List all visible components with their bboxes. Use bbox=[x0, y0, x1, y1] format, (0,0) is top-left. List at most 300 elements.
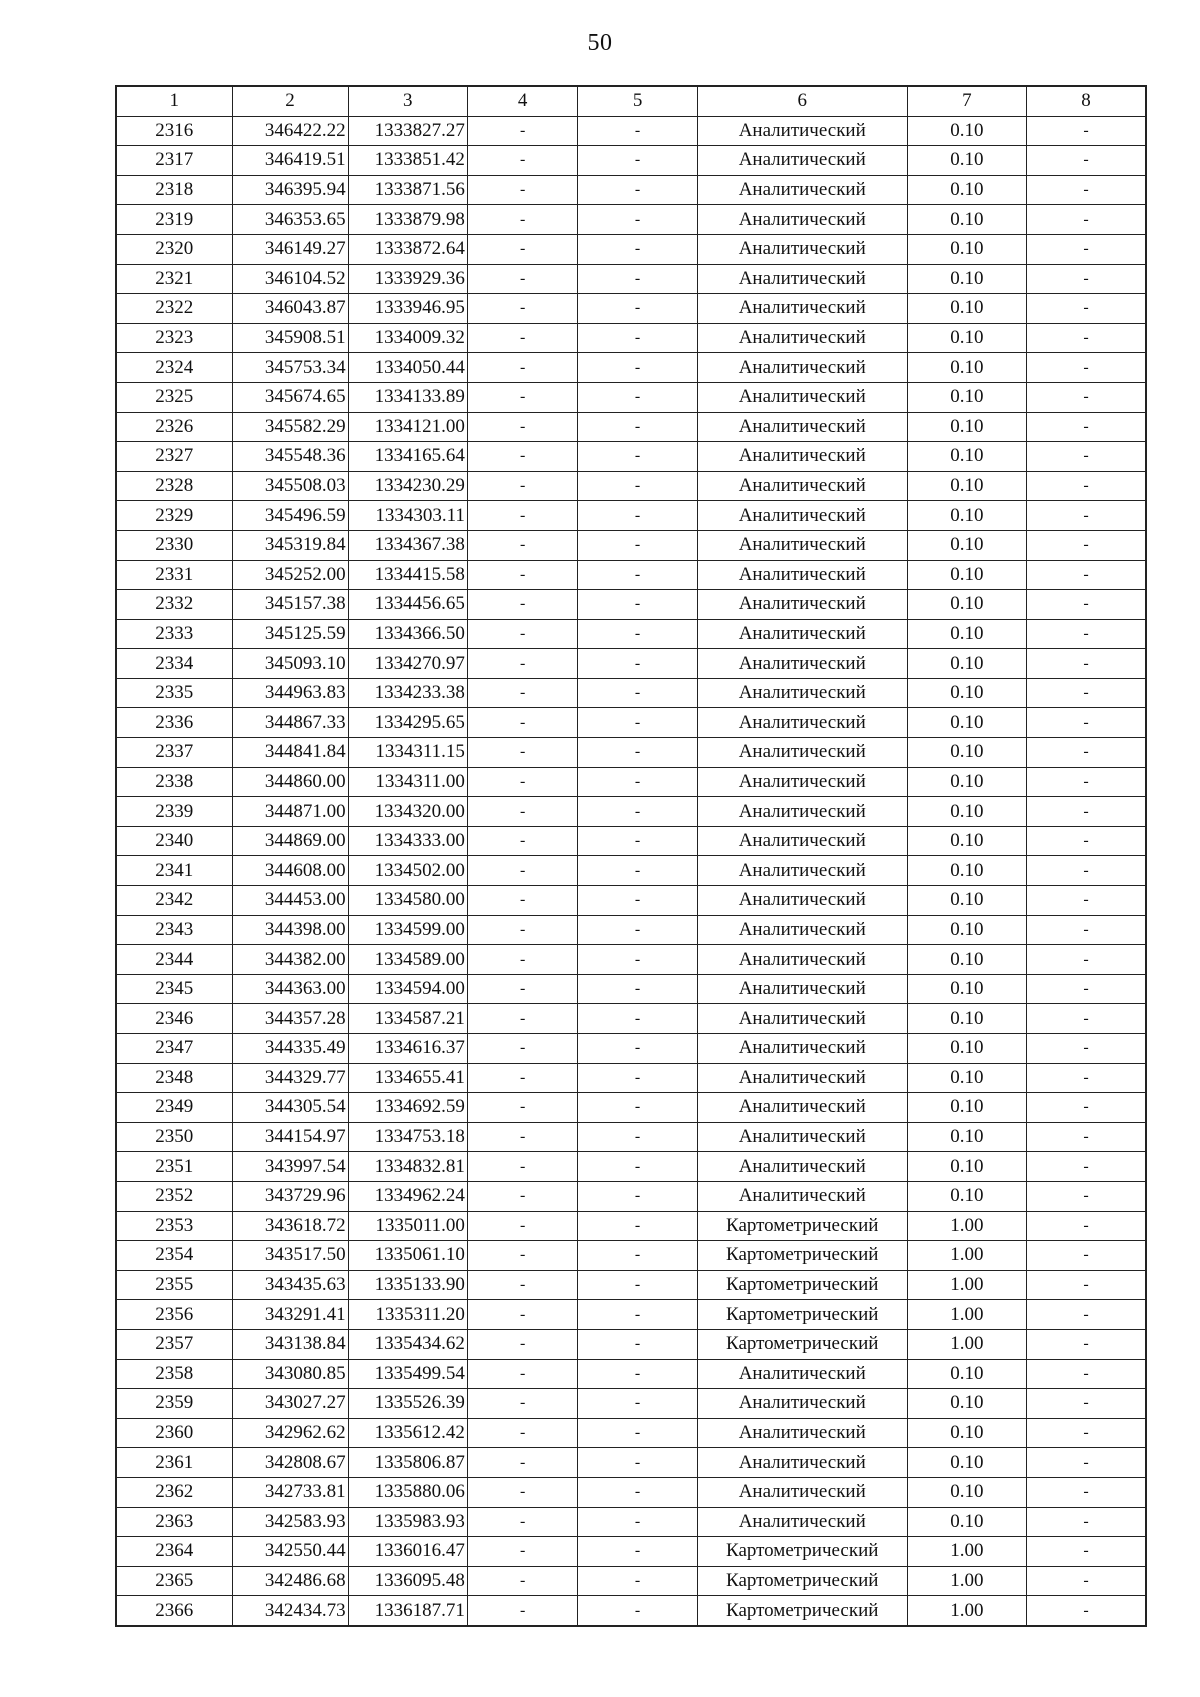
y-coordinate-cell: 1334295.65 bbox=[348, 708, 467, 738]
y-coordinate-cell: 1335061.10 bbox=[348, 1241, 467, 1271]
column-header: 4 bbox=[467, 86, 578, 116]
x-coordinate-cell: 345508.03 bbox=[232, 471, 348, 501]
y-coordinate-cell: 1333851.42 bbox=[348, 146, 467, 176]
column-8-cell: - bbox=[1027, 1152, 1146, 1182]
column-8-cell: - bbox=[1027, 678, 1146, 708]
y-coordinate-cell: 1334580.00 bbox=[348, 886, 467, 916]
y-coordinate-cell: 1334133.89 bbox=[348, 382, 467, 412]
method-cell: Аналитический bbox=[697, 442, 907, 472]
method-cell: Аналитический bbox=[697, 353, 907, 383]
accuracy-cell: 0.10 bbox=[907, 619, 1026, 649]
table-row bbox=[116, 264, 1146, 294]
column-8-cell: - bbox=[1027, 1034, 1146, 1064]
table-row bbox=[116, 353, 1146, 383]
x-coordinate-cell: 346353.65 bbox=[232, 205, 348, 235]
column-4-cell: - bbox=[467, 116, 578, 146]
page-number: 50 bbox=[587, 30, 613, 56]
y-coordinate-cell: 1334050.44 bbox=[348, 353, 467, 383]
y-coordinate-cell: 1335526.39 bbox=[348, 1389, 467, 1419]
point-number-cell: 2361 bbox=[116, 1448, 232, 1478]
x-coordinate-cell: 342808.67 bbox=[232, 1448, 348, 1478]
column-4-cell: - bbox=[467, 471, 578, 501]
x-coordinate-cell: 346422.22 bbox=[232, 116, 348, 146]
y-coordinate-cell: 1334311.15 bbox=[348, 738, 467, 768]
point-number-cell: 2350 bbox=[116, 1122, 232, 1152]
column-8-cell: - bbox=[1027, 945, 1146, 975]
column-4-cell: - bbox=[467, 1389, 578, 1419]
x-coordinate-cell: 343027.27 bbox=[232, 1389, 348, 1419]
accuracy-cell: 0.10 bbox=[907, 471, 1026, 501]
column-5-cell: - bbox=[578, 1122, 697, 1152]
column-5-cell: - bbox=[578, 619, 697, 649]
point-number-cell: 2365 bbox=[116, 1566, 232, 1596]
method-cell: Картометрический bbox=[697, 1537, 907, 1567]
x-coordinate-cell: 342962.62 bbox=[232, 1418, 348, 1448]
column-4-cell: - bbox=[467, 826, 578, 856]
x-coordinate-cell: 344871.00 bbox=[232, 797, 348, 827]
y-coordinate-cell: 1334599.00 bbox=[348, 915, 467, 945]
y-coordinate-cell: 1333946.95 bbox=[348, 294, 467, 324]
column-4-cell: - bbox=[467, 1152, 578, 1182]
accuracy-cell: 0.10 bbox=[907, 294, 1026, 324]
method-cell: Аналитический bbox=[697, 1181, 907, 1211]
column-4-cell: - bbox=[467, 353, 578, 383]
column-5-cell: - bbox=[578, 1477, 697, 1507]
method-cell: Аналитический bbox=[697, 1152, 907, 1182]
y-coordinate-cell: 1335983.93 bbox=[348, 1507, 467, 1537]
column-4-cell: - bbox=[467, 678, 578, 708]
column-5-cell: - bbox=[578, 678, 697, 708]
column-5-cell: - bbox=[578, 590, 697, 620]
accuracy-cell: 0.10 bbox=[907, 945, 1026, 975]
column-5-cell: - bbox=[578, 1181, 697, 1211]
method-cell: Аналитический bbox=[697, 886, 907, 916]
accuracy-cell: 0.10 bbox=[907, 353, 1026, 383]
y-coordinate-cell: 1333879.98 bbox=[348, 205, 467, 235]
y-coordinate-cell: 1333872.64 bbox=[348, 234, 467, 264]
accuracy-cell: 0.10 bbox=[907, 1063, 1026, 1093]
column-8-cell: - bbox=[1027, 619, 1146, 649]
point-number-cell: 2349 bbox=[116, 1093, 232, 1123]
y-coordinate-cell: 1334333.00 bbox=[348, 826, 467, 856]
accuracy-cell: 0.10 bbox=[907, 1034, 1026, 1064]
method-cell: Аналитический bbox=[697, 1477, 907, 1507]
accuracy-cell: 0.10 bbox=[907, 234, 1026, 264]
accuracy-cell: 0.10 bbox=[907, 974, 1026, 1004]
point-number-cell: 2356 bbox=[116, 1300, 232, 1330]
point-number-cell: 2342 bbox=[116, 886, 232, 916]
column-8-cell: - bbox=[1027, 1507, 1146, 1537]
x-coordinate-cell: 344357.28 bbox=[232, 1004, 348, 1034]
y-coordinate-cell: 1335011.00 bbox=[348, 1211, 467, 1241]
table-row bbox=[116, 1477, 1146, 1507]
table-row bbox=[116, 1329, 1146, 1359]
table-row bbox=[116, 1566, 1146, 1596]
accuracy-cell: 0.10 bbox=[907, 649, 1026, 679]
accuracy-cell: 1.00 bbox=[907, 1211, 1026, 1241]
column-5-cell: - bbox=[578, 412, 697, 442]
method-cell: Аналитический bbox=[697, 264, 907, 294]
column-5-cell: - bbox=[578, 1300, 697, 1330]
method-cell: Аналитический bbox=[697, 471, 907, 501]
column-4-cell: - bbox=[467, 530, 578, 560]
point-number-cell: 2366 bbox=[116, 1596, 232, 1626]
table-row bbox=[116, 323, 1146, 353]
column-4-cell: - bbox=[467, 619, 578, 649]
column-4-cell: - bbox=[467, 1448, 578, 1478]
column-8-cell: - bbox=[1027, 560, 1146, 590]
column-5-cell: - bbox=[578, 353, 697, 383]
column-header: 8 bbox=[1027, 86, 1146, 116]
method-cell: Аналитический bbox=[697, 974, 907, 1004]
point-number-cell: 2335 bbox=[116, 678, 232, 708]
column-8-cell: - bbox=[1027, 1566, 1146, 1596]
column-8-cell: - bbox=[1027, 205, 1146, 235]
column-5-cell: - bbox=[578, 974, 697, 1004]
y-coordinate-cell: 1336095.48 bbox=[348, 1566, 467, 1596]
column-5-cell: - bbox=[578, 560, 697, 590]
column-4-cell: - bbox=[467, 442, 578, 472]
table-row bbox=[116, 1359, 1146, 1389]
accuracy-cell: 0.10 bbox=[907, 175, 1026, 205]
x-coordinate-cell: 343435.63 bbox=[232, 1270, 348, 1300]
x-coordinate-cell: 342733.81 bbox=[232, 1477, 348, 1507]
method-cell: Аналитический bbox=[697, 501, 907, 531]
point-number-cell: 2321 bbox=[116, 264, 232, 294]
y-coordinate-cell: 1335880.06 bbox=[348, 1477, 467, 1507]
accuracy-cell: 1.00 bbox=[907, 1566, 1026, 1596]
x-coordinate-cell: 344453.00 bbox=[232, 886, 348, 916]
point-number-cell: 2332 bbox=[116, 590, 232, 620]
table-row bbox=[116, 678, 1146, 708]
table-row bbox=[116, 175, 1146, 205]
table-row bbox=[116, 915, 1146, 945]
accuracy-cell: 1.00 bbox=[907, 1537, 1026, 1567]
point-number-cell: 2336 bbox=[116, 708, 232, 738]
x-coordinate-cell: 345496.59 bbox=[232, 501, 348, 531]
column-8-cell: - bbox=[1027, 1418, 1146, 1448]
coordinates-table bbox=[115, 85, 1147, 1627]
column-5-cell: - bbox=[578, 323, 697, 353]
column-5-cell: - bbox=[578, 1389, 697, 1419]
table-row bbox=[116, 1093, 1146, 1123]
y-coordinate-cell: 1334230.29 bbox=[348, 471, 467, 501]
point-number-cell: 2331 bbox=[116, 560, 232, 590]
column-8-cell: - bbox=[1027, 826, 1146, 856]
table-row bbox=[116, 1507, 1146, 1537]
y-coordinate-cell: 1334415.58 bbox=[348, 560, 467, 590]
column-5-cell: - bbox=[578, 945, 697, 975]
column-4-cell: - bbox=[467, 1329, 578, 1359]
method-cell: Аналитический bbox=[697, 412, 907, 442]
table-row bbox=[116, 738, 1146, 768]
method-cell: Аналитический bbox=[697, 1418, 907, 1448]
x-coordinate-cell: 344154.97 bbox=[232, 1122, 348, 1152]
column-4-cell: - bbox=[467, 856, 578, 886]
x-coordinate-cell: 343997.54 bbox=[232, 1152, 348, 1182]
column-4-cell: - bbox=[467, 501, 578, 531]
column-4-cell: - bbox=[467, 767, 578, 797]
accuracy-cell: 0.10 bbox=[907, 1152, 1026, 1182]
y-coordinate-cell: 1334366.50 bbox=[348, 619, 467, 649]
accuracy-cell: 0.10 bbox=[907, 767, 1026, 797]
x-coordinate-cell: 346104.52 bbox=[232, 264, 348, 294]
method-cell: Аналитический bbox=[697, 826, 907, 856]
column-header: 6 bbox=[697, 86, 907, 116]
method-cell: Картометрический bbox=[697, 1300, 907, 1330]
column-5-cell: - bbox=[578, 1537, 697, 1567]
accuracy-cell: 0.10 bbox=[907, 1181, 1026, 1211]
table-row bbox=[116, 649, 1146, 679]
point-number-cell: 2325 bbox=[116, 382, 232, 412]
y-coordinate-cell: 1334311.00 bbox=[348, 767, 467, 797]
y-coordinate-cell: 1334270.97 bbox=[348, 649, 467, 679]
accuracy-cell: 0.10 bbox=[907, 678, 1026, 708]
column-4-cell: - bbox=[467, 708, 578, 738]
method-cell: Аналитический bbox=[697, 175, 907, 205]
point-number-cell: 2323 bbox=[116, 323, 232, 353]
accuracy-cell: 0.10 bbox=[907, 501, 1026, 531]
column-5-cell: - bbox=[578, 856, 697, 886]
accuracy-cell: 0.10 bbox=[907, 886, 1026, 916]
y-coordinate-cell: 1333827.27 bbox=[348, 116, 467, 146]
column-8-cell: - bbox=[1027, 264, 1146, 294]
point-number-cell: 2364 bbox=[116, 1537, 232, 1567]
accuracy-cell: 0.10 bbox=[907, 264, 1026, 294]
column-5-cell: - bbox=[578, 1034, 697, 1064]
column-header: 1 bbox=[116, 86, 232, 116]
column-4-cell: - bbox=[467, 1063, 578, 1093]
y-coordinate-cell: 1335806.87 bbox=[348, 1448, 467, 1478]
y-coordinate-cell: 1333929.36 bbox=[348, 264, 467, 294]
column-4-cell: - bbox=[467, 412, 578, 442]
point-number-cell: 2329 bbox=[116, 501, 232, 531]
x-coordinate-cell: 346419.51 bbox=[232, 146, 348, 176]
method-cell: Аналитический bbox=[697, 530, 907, 560]
table-body bbox=[116, 116, 1146, 1626]
y-coordinate-cell: 1334367.38 bbox=[348, 530, 467, 560]
column-4-cell: - bbox=[467, 1418, 578, 1448]
method-cell: Картометрический bbox=[697, 1566, 907, 1596]
point-number-cell: 2337 bbox=[116, 738, 232, 768]
x-coordinate-cell: 344382.00 bbox=[232, 945, 348, 975]
method-cell: Аналитический bbox=[697, 1034, 907, 1064]
table-row bbox=[116, 886, 1146, 916]
accuracy-cell: 0.10 bbox=[907, 1389, 1026, 1419]
accuracy-cell: 0.10 bbox=[907, 442, 1026, 472]
y-coordinate-cell: 1334616.37 bbox=[348, 1034, 467, 1064]
accuracy-cell: 0.10 bbox=[907, 1418, 1026, 1448]
column-header: 2 bbox=[232, 86, 348, 116]
table-row bbox=[116, 1004, 1146, 1034]
point-number-cell: 2327 bbox=[116, 442, 232, 472]
table-row bbox=[116, 1034, 1146, 1064]
column-4-cell: - bbox=[467, 1537, 578, 1567]
point-number-cell: 2354 bbox=[116, 1241, 232, 1271]
point-number-cell: 2340 bbox=[116, 826, 232, 856]
accuracy-cell: 0.10 bbox=[907, 205, 1026, 235]
point-number-cell: 2328 bbox=[116, 471, 232, 501]
column-8-cell: - bbox=[1027, 1063, 1146, 1093]
column-8-cell: - bbox=[1027, 1300, 1146, 1330]
table-row bbox=[116, 1389, 1146, 1419]
column-header: 3 bbox=[348, 86, 467, 116]
column-4-cell: - bbox=[467, 1270, 578, 1300]
column-4-cell: - bbox=[467, 945, 578, 975]
method-cell: Аналитический bbox=[697, 649, 907, 679]
x-coordinate-cell: 342486.68 bbox=[232, 1566, 348, 1596]
column-5-cell: - bbox=[578, 205, 697, 235]
point-number-cell: 2353 bbox=[116, 1211, 232, 1241]
column-5-cell: - bbox=[578, 1329, 697, 1359]
header-row bbox=[116, 86, 1146, 116]
table-row bbox=[116, 501, 1146, 531]
accuracy-cell: 0.10 bbox=[907, 146, 1026, 176]
column-5-cell: - bbox=[578, 264, 697, 294]
column-4-cell: - bbox=[467, 974, 578, 1004]
y-coordinate-cell: 1334502.00 bbox=[348, 856, 467, 886]
column-5-cell: - bbox=[578, 501, 697, 531]
table-row bbox=[116, 708, 1146, 738]
accuracy-cell: 0.10 bbox=[907, 915, 1026, 945]
column-5-cell: - bbox=[578, 1093, 697, 1123]
point-number-cell: 2362 bbox=[116, 1477, 232, 1507]
y-coordinate-cell: 1335434.62 bbox=[348, 1329, 467, 1359]
column-header: 7 bbox=[907, 86, 1026, 116]
point-number-cell: 2344 bbox=[116, 945, 232, 975]
column-5-cell: - bbox=[578, 530, 697, 560]
column-4-cell: - bbox=[467, 323, 578, 353]
table-row bbox=[116, 1270, 1146, 1300]
x-coordinate-cell: 344329.77 bbox=[232, 1063, 348, 1093]
point-number-cell: 2330 bbox=[116, 530, 232, 560]
method-cell: Картометрический bbox=[697, 1270, 907, 1300]
column-8-cell: - bbox=[1027, 501, 1146, 531]
point-number-cell: 2347 bbox=[116, 1034, 232, 1064]
column-5-cell: - bbox=[578, 1211, 697, 1241]
point-number-cell: 2351 bbox=[116, 1152, 232, 1182]
method-cell: Аналитический bbox=[697, 294, 907, 324]
y-coordinate-cell: 1334655.41 bbox=[348, 1063, 467, 1093]
method-cell: Аналитический bbox=[697, 738, 907, 768]
y-coordinate-cell: 1336016.47 bbox=[348, 1537, 467, 1567]
x-coordinate-cell: 344608.00 bbox=[232, 856, 348, 886]
x-coordinate-cell: 346149.27 bbox=[232, 234, 348, 264]
column-8-cell: - bbox=[1027, 1241, 1146, 1271]
method-cell: Аналитический bbox=[697, 234, 907, 264]
column-8-cell: - bbox=[1027, 856, 1146, 886]
accuracy-cell: 0.10 bbox=[907, 826, 1026, 856]
method-cell: Аналитический bbox=[697, 116, 907, 146]
y-coordinate-cell: 1335499.54 bbox=[348, 1359, 467, 1389]
column-8-cell: - bbox=[1027, 442, 1146, 472]
accuracy-cell: 0.10 bbox=[907, 1004, 1026, 1034]
accuracy-cell: 0.10 bbox=[907, 1093, 1026, 1123]
table-row bbox=[116, 530, 1146, 560]
point-number-cell: 2320 bbox=[116, 234, 232, 264]
point-number-cell: 2357 bbox=[116, 1329, 232, 1359]
table-row bbox=[116, 560, 1146, 590]
y-coordinate-cell: 1334165.64 bbox=[348, 442, 467, 472]
column-8-cell: - bbox=[1027, 1181, 1146, 1211]
y-coordinate-cell: 1334456.65 bbox=[348, 590, 467, 620]
method-cell: Аналитический bbox=[697, 590, 907, 620]
column-5-cell: - bbox=[578, 1507, 697, 1537]
table-row bbox=[116, 1448, 1146, 1478]
y-coordinate-cell: 1333871.56 bbox=[348, 175, 467, 205]
accuracy-cell: 0.10 bbox=[907, 797, 1026, 827]
column-4-cell: - bbox=[467, 797, 578, 827]
y-coordinate-cell: 1336187.71 bbox=[348, 1596, 467, 1626]
column-8-cell: - bbox=[1027, 767, 1146, 797]
column-4-cell: - bbox=[467, 146, 578, 176]
column-8-cell: - bbox=[1027, 1359, 1146, 1389]
x-coordinate-cell: 342583.93 bbox=[232, 1507, 348, 1537]
column-4-cell: - bbox=[467, 560, 578, 590]
column-5-cell: - bbox=[578, 915, 697, 945]
column-5-cell: - bbox=[578, 442, 697, 472]
table-row bbox=[116, 205, 1146, 235]
column-5-cell: - bbox=[578, 1566, 697, 1596]
table-row bbox=[116, 945, 1146, 975]
column-8-cell: - bbox=[1027, 323, 1146, 353]
column-4-cell: - bbox=[467, 175, 578, 205]
column-8-cell: - bbox=[1027, 1389, 1146, 1419]
method-cell: Аналитический bbox=[697, 678, 907, 708]
method-cell: Аналитический bbox=[697, 146, 907, 176]
x-coordinate-cell: 343729.96 bbox=[232, 1181, 348, 1211]
x-coordinate-cell: 343291.41 bbox=[232, 1300, 348, 1330]
point-number-cell: 2341 bbox=[116, 856, 232, 886]
column-5-cell: - bbox=[578, 1241, 697, 1271]
method-cell: Аналитический bbox=[697, 1093, 907, 1123]
column-5-cell: - bbox=[578, 1359, 697, 1389]
y-coordinate-cell: 1334692.59 bbox=[348, 1093, 467, 1123]
column-8-cell: - bbox=[1027, 649, 1146, 679]
y-coordinate-cell: 1334233.38 bbox=[348, 678, 467, 708]
point-number-cell: 2352 bbox=[116, 1181, 232, 1211]
point-number-cell: 2326 bbox=[116, 412, 232, 442]
accuracy-cell: 1.00 bbox=[907, 1241, 1026, 1271]
x-coordinate-cell: 343517.50 bbox=[232, 1241, 348, 1271]
column-8-cell: - bbox=[1027, 738, 1146, 768]
column-4-cell: - bbox=[467, 590, 578, 620]
column-4-cell: - bbox=[467, 649, 578, 679]
column-4-cell: - bbox=[467, 234, 578, 264]
accuracy-cell: 0.10 bbox=[907, 323, 1026, 353]
y-coordinate-cell: 1335133.90 bbox=[348, 1270, 467, 1300]
column-8-cell: - bbox=[1027, 382, 1146, 412]
x-coordinate-cell: 344305.54 bbox=[232, 1093, 348, 1123]
column-8-cell: - bbox=[1027, 974, 1146, 1004]
column-8-cell: - bbox=[1027, 294, 1146, 324]
column-5-cell: - bbox=[578, 649, 697, 679]
table-row bbox=[116, 1241, 1146, 1271]
method-cell: Аналитический bbox=[697, 767, 907, 797]
x-coordinate-cell: 345319.84 bbox=[232, 530, 348, 560]
column-8-cell: - bbox=[1027, 1537, 1146, 1567]
column-8-cell: - bbox=[1027, 1477, 1146, 1507]
accuracy-cell: 0.10 bbox=[907, 1507, 1026, 1537]
point-number-cell: 2363 bbox=[116, 1507, 232, 1537]
column-8-cell: - bbox=[1027, 886, 1146, 916]
x-coordinate-cell: 342550.44 bbox=[232, 1537, 348, 1567]
x-coordinate-cell: 344398.00 bbox=[232, 915, 348, 945]
column-8-cell: - bbox=[1027, 175, 1146, 205]
table-row bbox=[116, 767, 1146, 797]
column-4-cell: - bbox=[467, 915, 578, 945]
table-row bbox=[116, 826, 1146, 856]
